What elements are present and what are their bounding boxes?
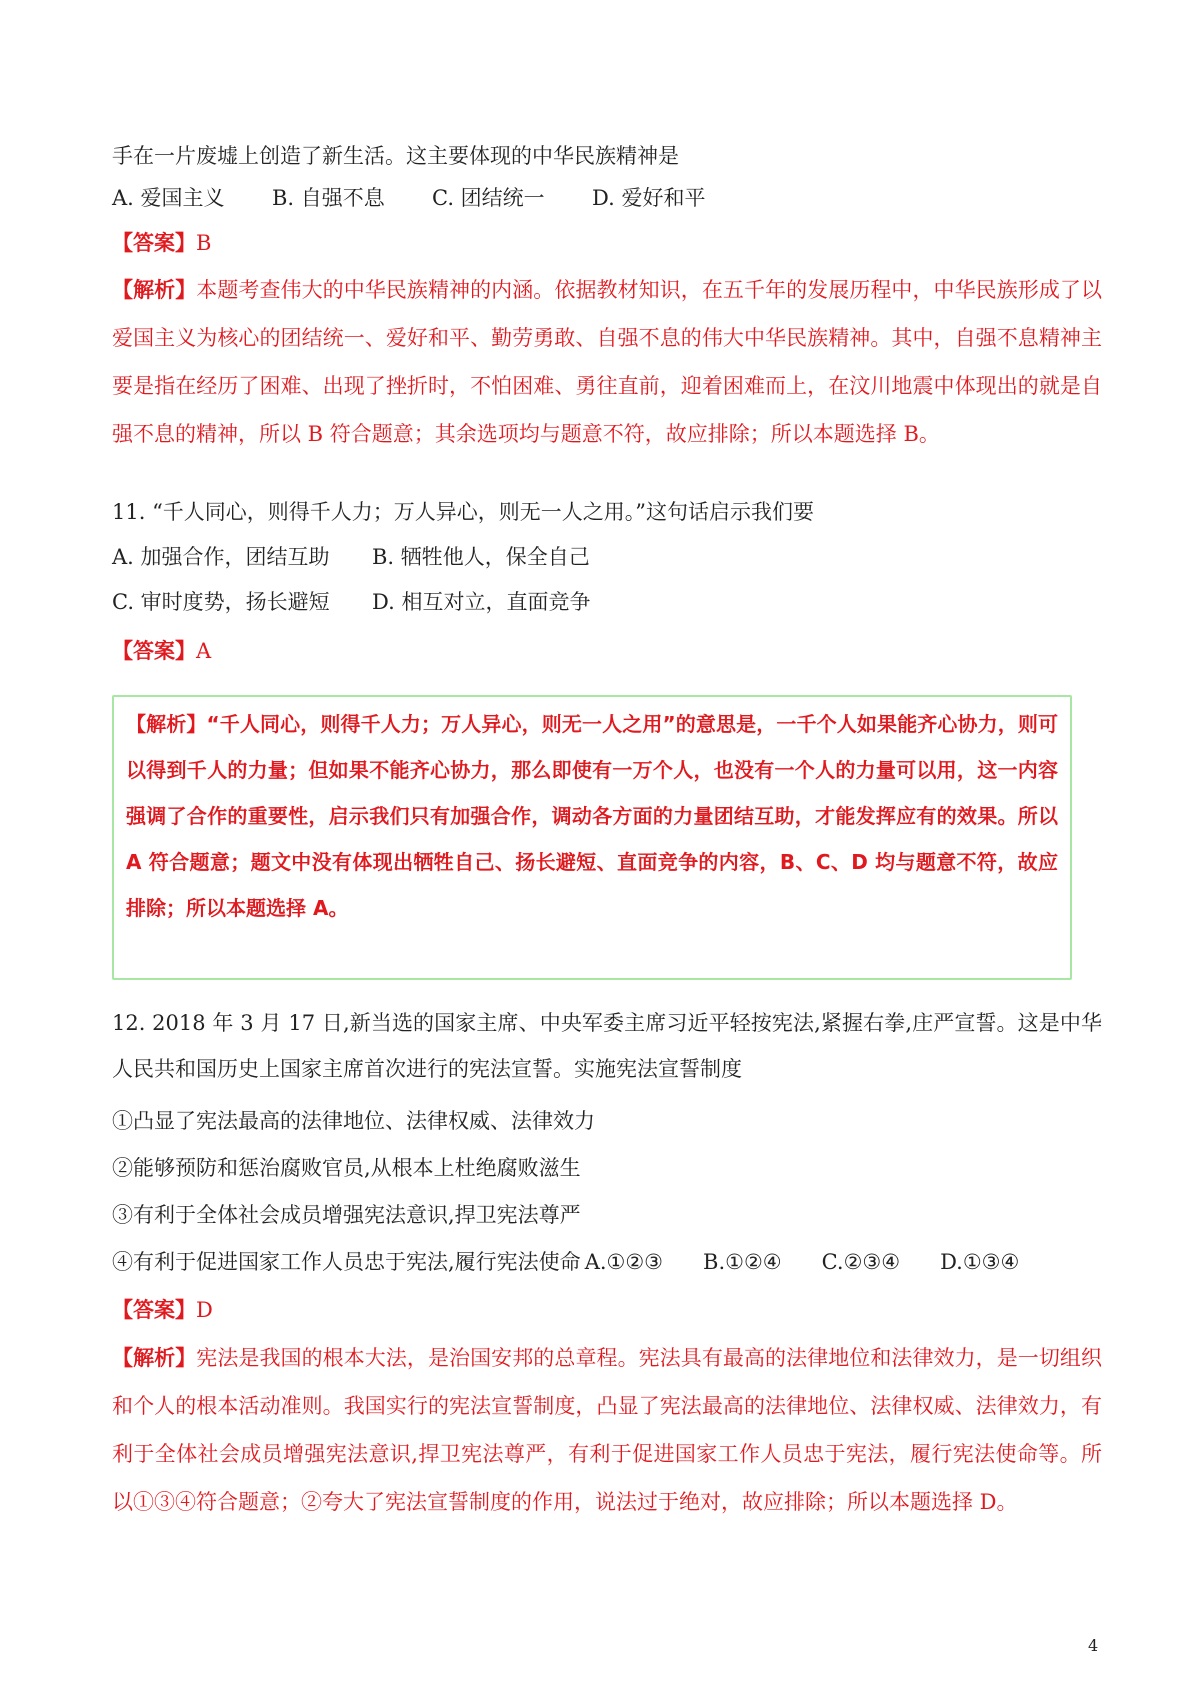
- q12-item-4: ④有利于促进国家工作人员忠于宪法,履行宪法使命: [112, 1250, 581, 1274]
- q11-answer: [112, 636, 1102, 666]
- q10-stem: 手在一片废墟上创造了新生活。这主要体现的中华民族精神是: [112, 144, 679, 168]
- q11-stem: 11. “千人同心，则得千人力；万人异心，则无一人之用。”这句话启示我们要: [112, 500, 815, 524]
- q10-option-c: C. 团结统一: [432, 186, 545, 210]
- q12-option-c: C.②③④: [821, 1250, 901, 1274]
- q12-item-3: ③有利于全体社会成员增强宪法意识,捍卫宪法尊严: [112, 1203, 581, 1227]
- q10-option-b: B. 自强不息: [272, 186, 385, 210]
- answer-value: B: [196, 231, 212, 255]
- analysis-text: 宪法是我国的根本大法，是治国安邦的总章程。宪法具有最高的法律地位和法律效力，是一切组织和个人的根本活动准则。我国实行的宪法宣誓制度，凸显了宪法最高的法律地位、法律权威、法律效力，有利于全体社会成员增强宪法意识,捍卫宪法尊严，有利于促进国家工作人员忠于宪法，履行宪法使命等。所以①③④符合题意；②夸大了宪法宣誓制度的作用，说法过于绝对，故应排除；所以本题选择 D。: [112, 1346, 1103, 1514]
- analysis-text: 本题考查伟大的中华民族精神的内涵。依据教材知识，在五千年的发展历程中，中华民族形成了以爱国主义为核心的团结统一、爱好和平、勤劳勇敢、自强不息的伟大中华民族精神。其中，自强不息精神主要是指在经历了困难、出现了挫折时，不怕困难、勇往直前，迎着困难而上，在汶川地震中体现出的就是自强不息的精神，所以 B 符合题意；其余选项均与题意不符，故应排除；所以本题选择 B。: [112, 278, 1103, 446]
- analysis-tag: 【解析】: [112, 1345, 197, 1370]
- q11-options-row2: [112, 587, 1102, 617]
- q12-answer: [112, 1295, 1102, 1325]
- analysis-text: “千人同心，则得千人力；万人异心，则无一人之用”的意思是，一千个人如果能齐心协力，则可以得到千人的力量；但如果不能齐心协力，那么即使有一万个人，也没有一个人的力量可以用，这一内容强调了合作的重要性，启示我们只有加强合作，调动各方面的力量团结互助，才能发挥应有的效果。所以 A 符合题意；题文中没有体现出牺牲自己、扬长避短、直面竞争的内容，B、C、D 均与题意不符，故应排除；所以本题选择 A。: [126, 712, 1058, 920]
- q11-analysis-box: [112, 695, 1072, 980]
- q10-option-a: A. 爱国主义: [112, 186, 225, 210]
- answer-value: D: [196, 1298, 213, 1322]
- q12-stem: 12. 2018 年 3 月 17 日,新当选的国家主席、中央军委主席习近平轻按宪法,紧握右拳,庄严宣誓。这是中华人民共和国历史上国家主席首次进行的宪法宣誓。实施宪法宣誓制度: [112, 1011, 1102, 1081]
- q12-item-1: ①凸显了宪法最高的法律地位、法律权威、法律效力: [112, 1109, 595, 1133]
- q12-option-b: B.①②④: [703, 1250, 782, 1274]
- analysis-tag: 【解析】: [112, 277, 197, 302]
- q12-item-2: ②能够预防和惩治腐败官员,从根本上杜绝腐败滋生: [112, 1156, 581, 1180]
- page-number: 4: [1088, 1636, 1099, 1655]
- analysis-tag: 【解析】: [126, 712, 207, 736]
- q12-option-d: D.①③④: [940, 1250, 1020, 1274]
- q10-analysis: [112, 266, 1102, 458]
- answer-value: A: [196, 639, 212, 663]
- answer-tag: 【答案】: [112, 230, 196, 255]
- q12-analysis: [112, 1334, 1102, 1526]
- q10-answer: [112, 228, 1102, 258]
- q12-item-4-with-options: [112, 1247, 1102, 1277]
- q11-option-b: B. 牺牲他人，保全自己: [372, 545, 590, 569]
- q11-option-a: A. 加强合作，团结互助: [112, 545, 330, 569]
- q10-option-d: D. 爱好和平: [592, 186, 706, 210]
- q11-option-c: C. 审时度势，扬长避短: [112, 590, 330, 614]
- q11-option-d: D. 相互对立，直面竞争: [372, 590, 591, 614]
- q10-options: [112, 183, 1102, 213]
- q12-option-a: A.①②③: [584, 1250, 664, 1274]
- answer-tag: 【答案】: [112, 638, 196, 663]
- answer-tag: 【答案】: [112, 1297, 196, 1322]
- q11-options-row1: [112, 542, 1102, 572]
